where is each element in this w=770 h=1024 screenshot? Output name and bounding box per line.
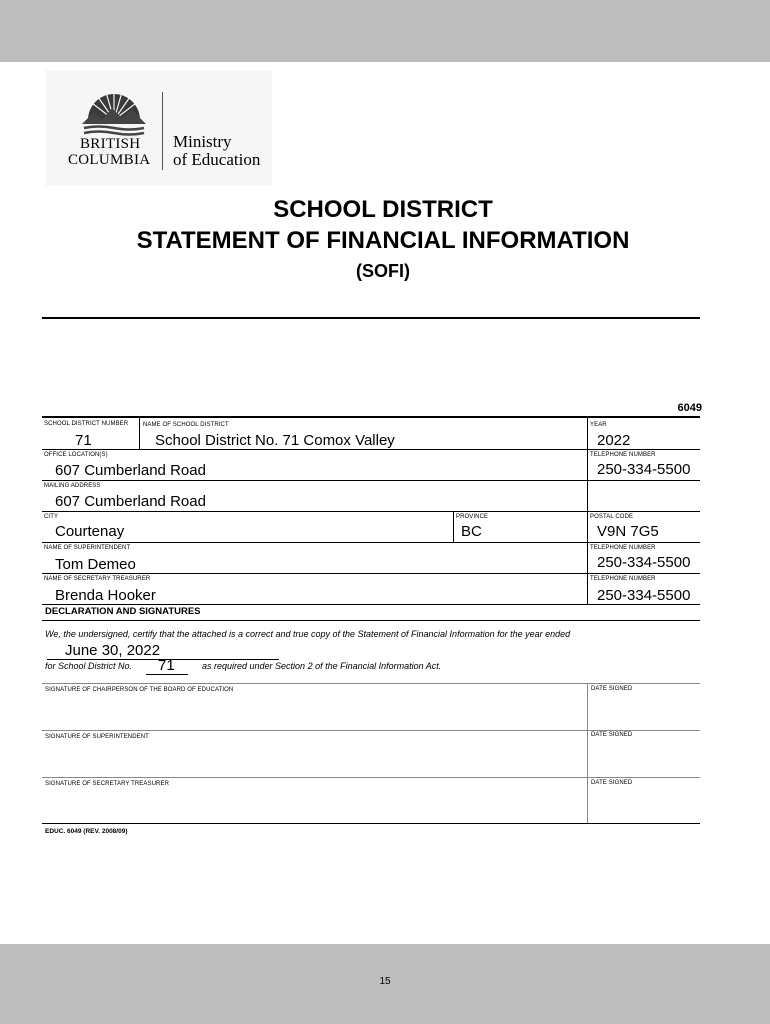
logo-of-education: of Education [173, 150, 261, 169]
col-divider [453, 511, 454, 542]
row-divider [42, 511, 700, 512]
as-required-text: as required under Section 2 of the Financial Information Act. [202, 661, 442, 671]
bc-sun-mountain-icon [78, 90, 150, 136]
signature-chairperson-label: SIGNATURE OF CHAIRPERSON OF THE BOARD OF EDUCATION [45, 687, 234, 693]
declaration-district-number: 71 [158, 657, 175, 674]
title-line-1: SCHOOL DISTRICT [273, 196, 493, 223]
province-value: BC [461, 523, 482, 540]
superintendent-phone-label: TELEPHONE NUMBER [590, 545, 656, 551]
superintendent-value: Tom Demeo [55, 556, 136, 573]
signature-divider [42, 777, 700, 778]
superintendent-phone-value: 250-334-5500 [597, 554, 691, 571]
date-signed-label: DATE SIGNED [591, 780, 633, 786]
year-value: 2022 [597, 432, 631, 449]
logo-divider [162, 92, 163, 170]
mailing-address-label: MAILING ADDRESS [44, 483, 101, 489]
district-number-label: SCHOOL DISTRICT NUMBER [44, 421, 129, 427]
bc-ministry-logo [46, 70, 272, 186]
office-location-label: OFFICE LOCATION(S) [44, 452, 108, 458]
page-number: 15 [379, 976, 391, 987]
row-divider [42, 573, 700, 574]
row-divider [42, 604, 700, 605]
col-divider [587, 418, 588, 604]
city-label: CITY [44, 514, 59, 520]
postal-code-value: V9N 7G5 [597, 523, 659, 540]
row-divider [42, 620, 700, 621]
form-number: 6049 [677, 402, 702, 414]
city-value: Courtenay [55, 523, 125, 540]
title-line-2: STATEMENT OF FINANCIAL INFORMATION [136, 227, 630, 254]
district-name-label: NAME OF SCHOOL DISTRICT [143, 422, 229, 428]
office-phone-label: TELEPHONE NUMBER [590, 452, 656, 458]
date-signed-label: DATE SIGNED [591, 686, 633, 692]
form-top-border [42, 416, 700, 418]
signature-superintendent-label: SIGNATURE OF SUPERINTENDENT [45, 734, 149, 740]
signature-secretary-label: SIGNATURE OF SECRETARY TREASURER [45, 781, 169, 787]
logo-columbia: COLUMBIA [68, 152, 151, 168]
col-divider [139, 418, 140, 449]
declaration-heading: DECLARATION AND SIGNATURES [45, 606, 201, 617]
signature-bottom-border [42, 823, 700, 824]
date-signed-label: DATE SIGNED [591, 732, 633, 738]
for-district-text: for School District No. [45, 661, 133, 671]
secretary-treasurer-value: Brenda Hooker [55, 587, 156, 604]
year-label: YEAR [590, 422, 607, 428]
office-phone-value: 250-334-5500 [597, 461, 691, 478]
logo-ministry: Ministry [173, 132, 232, 151]
signature-col-divider [587, 683, 588, 823]
row-divider [42, 449, 700, 450]
district-number-underline [146, 674, 188, 675]
signature-divider [42, 730, 700, 731]
province-label: PROVINCE [456, 514, 489, 520]
title-line-3: (SOFI) [356, 261, 410, 281]
office-location-value: 607 Cumberland Road [55, 462, 206, 479]
secretary-phone-label: TELEPHONE NUMBER [590, 576, 656, 582]
form-code: EDUC. 6049 (REV. 2008/09) [45, 828, 128, 835]
secretary-treasurer-label: NAME OF SECRETARY TREASURER [44, 576, 151, 582]
superintendent-label: NAME OF SUPERINTENDENT [44, 545, 131, 551]
top-margin-bar [0, 0, 770, 62]
postal-code-label: POSTAL CODE [590, 514, 634, 520]
district-name-value: School District No. 71 Comox Valley [155, 432, 395, 449]
row-divider [42, 542, 700, 543]
secretary-phone-value: 250-334-5500 [597, 587, 691, 604]
title-rule [42, 317, 700, 319]
year-ended-value: June 30, 2022 [65, 642, 161, 659]
logo-british: BRITISH [80, 136, 141, 152]
district-number-value: 71 [75, 432, 92, 449]
signature-divider [42, 683, 700, 684]
mailing-address-value: 607 Cumberland Road [55, 493, 206, 510]
certify-text: We, the undersigned, certify that the attached is a correct and true copy of the Statement of Financial Information for the year ended [45, 629, 571, 639]
row-divider [42, 480, 700, 481]
